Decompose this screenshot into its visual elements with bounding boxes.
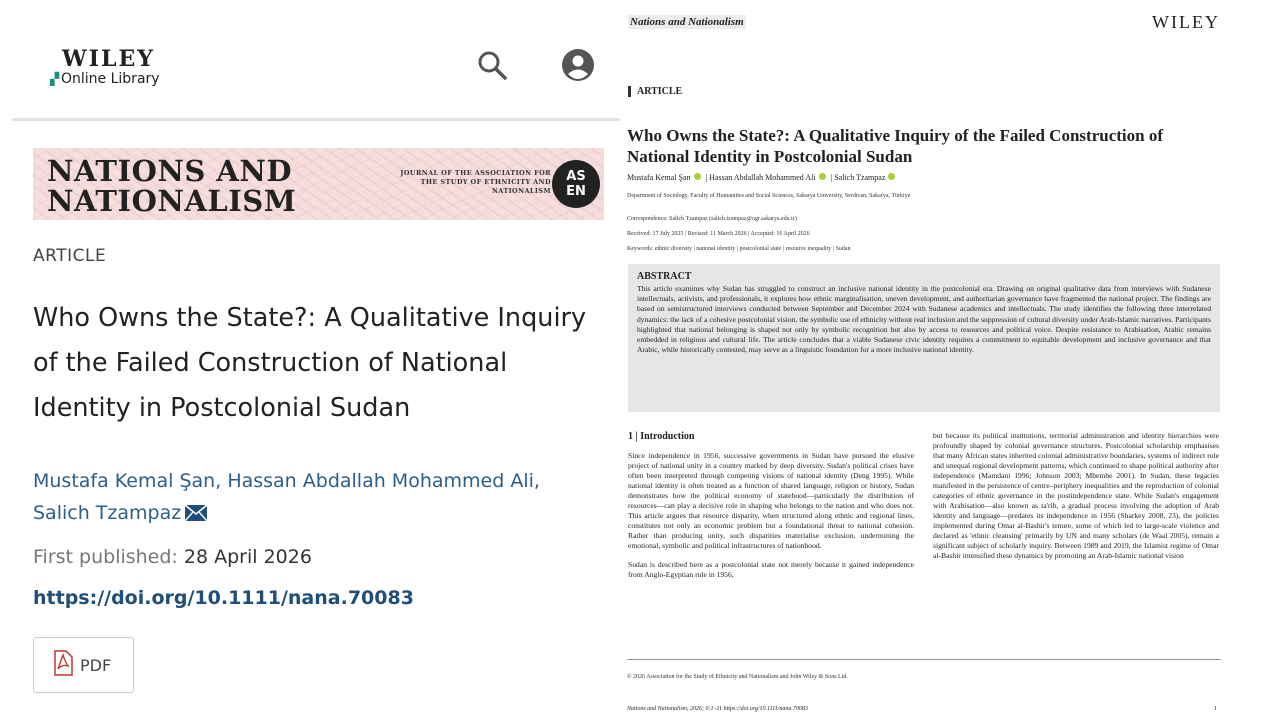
pdf-article-label: ARTICLE — [628, 86, 682, 97]
pdf-button[interactable] — [33, 637, 134, 693]
pdf-abstract — [628, 264, 1220, 412]
pdf-correspondence: Correspondence: Salich Tzampaz (salich.tzampaz@ogr.sakarya.edu.tr) — [627, 216, 797, 222]
pdf-icon — [52, 650, 74, 680]
online-library-logo[interactable] — [50, 71, 160, 87]
abstract-heading: ABSTRACT — [637, 271, 692, 282]
author-separator: , — [215, 470, 222, 492]
pdf-paragraph: Since independence in 1956, successive governments in Sudan have pursued the elusive project of national unity in a country marked by deep diversity. Sudan's political crises have often been interpreted through competing visions of national identity (Deng 1995). While national identity is often treated as a function of shared language, religion or history, Sudan demonstrates how the political economy of statehood—particularly the distribution of resources—can play a decisive role in shaping who belongs to the nation and who does not. This article argues that resource disparity, when structured along ethnic and regional lines, constitutes not only an economic problem but a foundational threat to national cohesion. Rather than producing unity, such disparities materialise exclusion, undermining the emotional, symbolic and political infrastructures of nationhood. — [628, 451, 914, 550]
header-divider — [12, 118, 622, 121]
pdf-author-divider: | — [705, 173, 708, 182]
pdf-journal-name: Nations and Nationalism — [630, 16, 744, 28]
pdf-column-right — [933, 431, 1219, 570]
pdf-paragraph: Sudan is described here as a postcolonial state not merely because it gained independence from Anglo-Egyptian rule in 1956, — [628, 560, 914, 579]
orcid-icon[interactable] — [888, 173, 895, 180]
orcid-icon[interactable] — [694, 173, 701, 180]
banner-title-line1: NATIONS AND — [47, 154, 293, 188]
author-link[interactable]: Mustafa Kemal Şan — [33, 470, 216, 492]
author-link[interactable]: Salich Tzampaz — [33, 502, 182, 524]
badge-line1: AS — [566, 169, 586, 184]
wiley-mobile-view — [0, 0, 620, 720]
first-published-date: 28 April 2026 — [183, 546, 312, 568]
pdf-footer-divider — [627, 659, 1221, 660]
pdf-author: Salich Tzampaz — [834, 173, 886, 182]
journal-banner-title — [47, 156, 296, 216]
pdf-affiliation: Department of Sociology, Faculty of Humanities and Social Sciences, Sakarya University, Serdivan, Sakarya, Türkiye — [627, 193, 911, 199]
online-library-label: Online Library — [61, 71, 160, 87]
pdf-page — [620, 0, 1280, 720]
author-separator: , — [533, 470, 540, 492]
journal-banner-subtitle: JOURNAL OF THE ASSOCIATION FOR THE STUDY OF ETHNICITY AND NATIONALISM — [400, 169, 551, 195]
logo-mark-icon: ▞ — [50, 72, 60, 86]
wiley-logo[interactable]: WILEY — [62, 46, 155, 72]
asen-badge — [552, 160, 600, 208]
pdf-footer-doi[interactable]: https://doi.org/10.1111/nana.70083 — [723, 706, 808, 712]
search-icon[interactable] — [475, 48, 509, 82]
author-list — [33, 465, 593, 532]
author-link[interactable]: Hassan Abdallah Mohammed Ali — [227, 470, 534, 492]
pdf-publisher-logo: WILEY — [1152, 12, 1220, 32]
badge-line2: EN — [566, 184, 586, 199]
banner-title-line2: NATIONALISM — [47, 184, 297, 218]
pdf-column-left — [628, 451, 914, 589]
article-type-label: ARTICLE — [33, 246, 107, 266]
pdf-article-title: Who Owns the State?: A Qualitative Inquiry of the Failed Construction of National Identity in Postcolonial Sudan — [627, 126, 1163, 166]
first-published-label: First published: — [33, 546, 178, 568]
orcid-icon[interactable] — [819, 173, 826, 180]
email-icon[interactable] — [184, 500, 208, 532]
pdf-dates: Received: 17 July 2025 | Revised: 11 March 2026 | Accepted: 16 April 2026 — [627, 231, 810, 237]
pdf-section-heading: 1 | Introduction — [628, 431, 695, 442]
pdf-footer-citation-text: Nations and Nationalism, 2026; 0:1–11 — [627, 706, 723, 712]
pdf-page-number: 1 — [1214, 706, 1217, 712]
pdf-label: PDF — [80, 655, 112, 675]
doi-link[interactable]: https://doi.org/10.1111/nana.70083 — [33, 587, 414, 609]
pdf-copyright: © 2026 Association for the Study of Ethnicity and Nationalism and John Wiley & Sons Ltd. — [627, 674, 848, 680]
pdf-paragraph: but because its political institutions, territorial administration and identity hierarchies were profoundly shaped by colonial governance structures. Postcolonial scholarship emphasises that many African states inherited colonial administrative boundaries, systems of indirect rule and unequal regional development patterns, which continued to shape political authority after independence (Mamdani 1996; Johnson 2003; Mbembe 2001). In Sudan, these legacies manifested in the persistence of centre–periphery inequalities and the reproduction of colonial categories of ethnic governance in the postindependence state. While Sudan's engagement with Arabisation—also known as ta'rib, a gradual process involving the adoption of Arab identity and language—predates its independence in 1956 (Sharkey 2008, 23), the policies implemented during Omar al-Bashir's tenure, some of which led to large-scale violence and declared as 'ethnic cleansing' primarily by UN and many scholars (de Waal 2005), remain a significant subject of scholarly inquiry. Between 1989 and 2019, the Islamist regime of Omar al-Bashir intensified these dynamics by promoting an Arab-Islamic national vision — [933, 431, 1219, 560]
journal-banner[interactable] — [33, 148, 604, 220]
abstract-text: This article examines why Sudan has struggled to construct an inclusive national identity in the postcolonial era. Drawing on original qualitative data from interviews with Sudanese intellectuals, activists, and professionals, it explores how ethnic marginalisation, uneven development, and authoritarian governance have fragmented the national project. The findings are based on semistructured interviews conducted between September and December 2024 with Sudanese academics and intellectuals. The study identifies the following three interrelated dynamics: the lack of a cohesive postcolonial vision, the symbolic use of ethnicity without real inclusion and the suppression of cultural diversity under Arab-Islamic narratives. Participants highlighted that national belonging is shaped not only by symbolic recognition but also by access to resources and political voice. Despite resistance to Arabisation, Arabic remains embedded in religious and cultural life. The article concludes that a viable Sudanese civic identity requires a commitment to equitable development and inclusive governance and that Arabic, while historically contested, may serve as a linguistic foundation for a more inclusive national identity. — [637, 284, 1211, 355]
pdf-keywords: Keywords: ethnic diversity | national identity | postcolonial state | resource inequality | Sudan — [627, 246, 851, 252]
article-title: Who Owns the State?: A Qualitative Inquiry of the Failed Construction of National Identity in Postcolonial Sudan — [33, 303, 587, 423]
first-published — [33, 546, 312, 568]
pdf-author: Mustafa Kemal Şan — [627, 173, 691, 182]
pdf-author: Hassan Abdallah Mohammed Ali — [709, 173, 816, 182]
pdf-author-divider: | — [830, 173, 833, 182]
account-icon[interactable] — [561, 48, 595, 82]
pdf-author-list — [627, 173, 898, 182]
pdf-footer-citation — [627, 706, 808, 712]
